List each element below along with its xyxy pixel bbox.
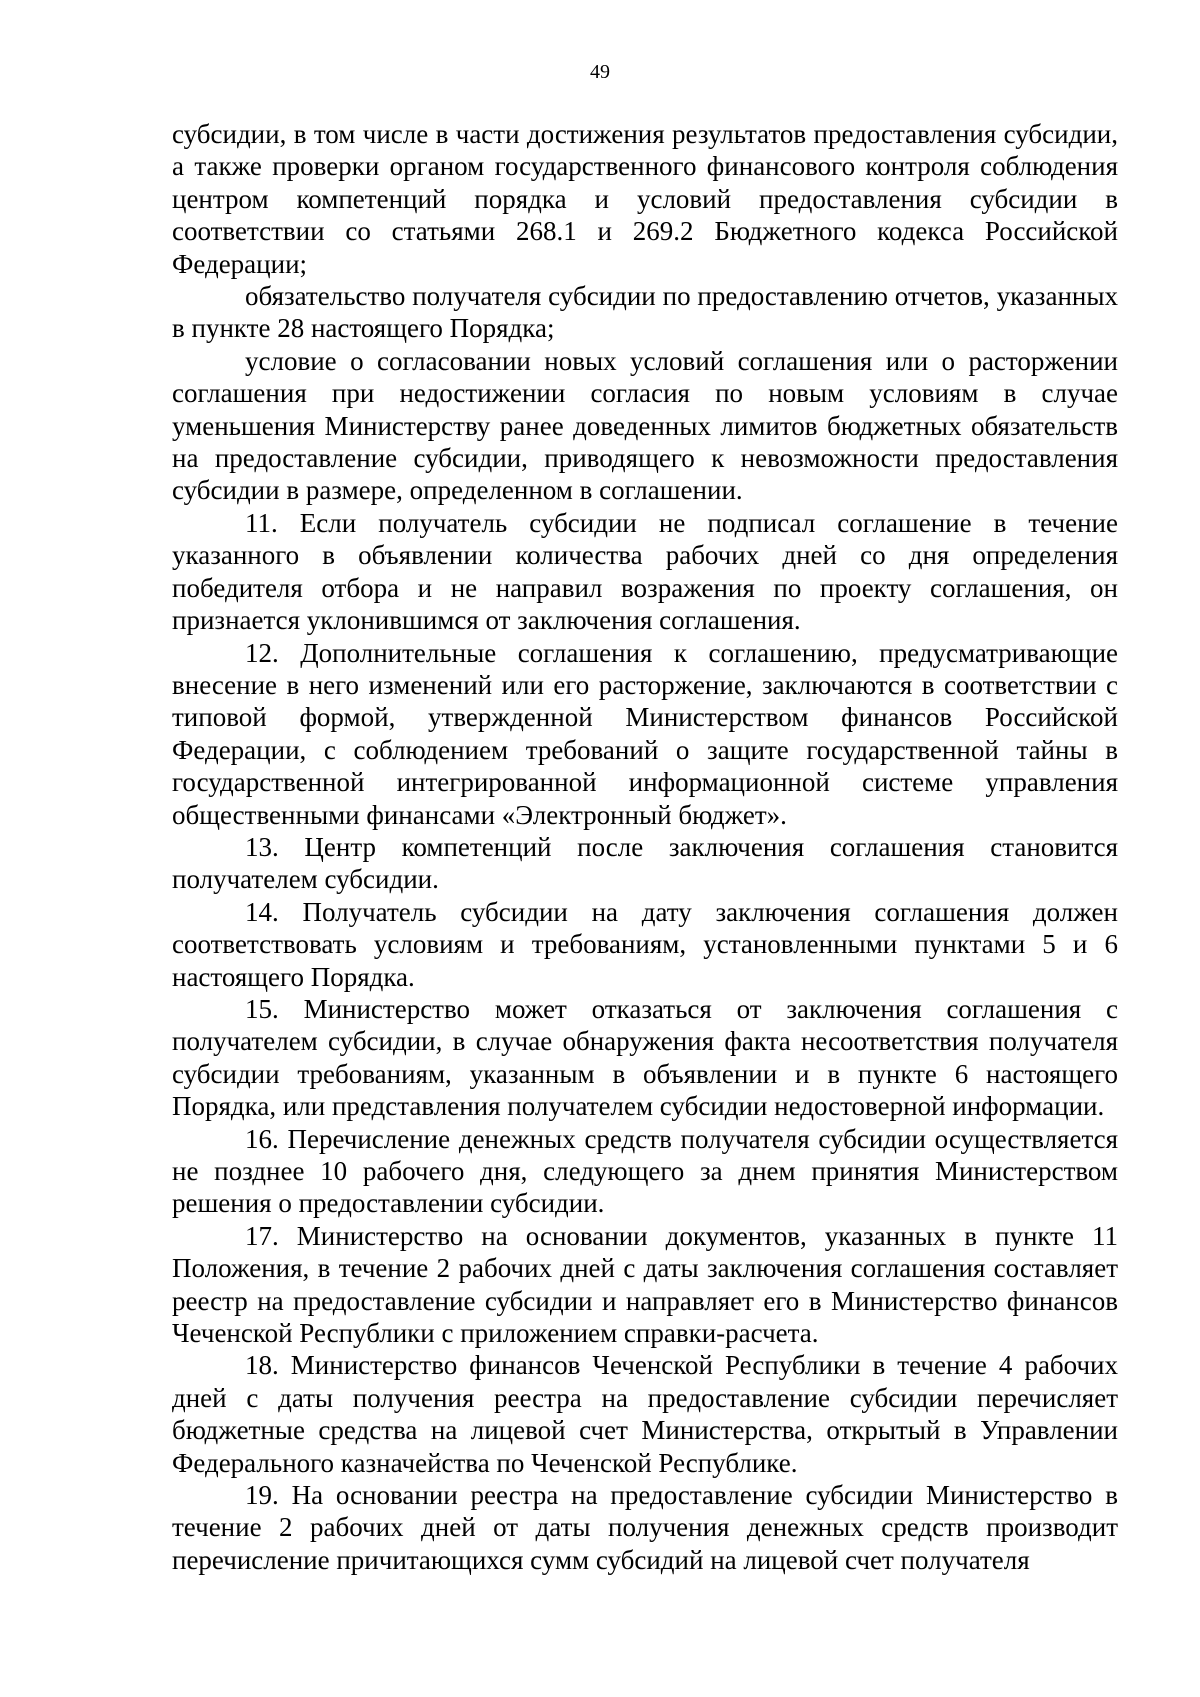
paragraph-13: 13. Центр компетенций после заключения соглашения становится получателем субсидии. xyxy=(172,831,1118,895)
paragraph-18: 18. Министерство финансов Чеченской Республики в течение 4 рабочих дней с даты получения реестра на предоставление субсидии перечисляет бюджетные средства на лицевой счет Министерства, открытый в Управлении Федерального казначейства по Чеченской Республике. xyxy=(172,1350,1118,1478)
paragraph-12: 12. Дополнительные соглашения к соглашению, предусматривающие внесение в него изменений или его расторжение, заключаются в соответствии с типовой формой, утвержденной Министерством финансов Российской Федерации, с соблюдением требований о защите государственной тайны в государственной интегрированной информационной системе управления общественными финансами «Электронный бюджет». xyxy=(172,637,1118,830)
page-number: 49 xyxy=(590,61,610,83)
paragraph-new-terms-condition: условие о согласовании новых условий соглашения или о расторжении соглашения при недостижении согласия по новым условиям в случае уменьшения Министерству ранее доведенных лимитов бюджетных обязательств на предоставление субсидии, приводящего к невозможности предоставления субсидии в размере, определенном в соглашении. xyxy=(172,345,1118,506)
paragraph-15: 15. Министерство может отказаться от заключения соглашения с получателем субсидии, в случае обнаружения факта несоответствия получателя субсидии требованиям, указанным в объявлении и в пункте 6 настоящего Порядка, или представления получателем субсидии недостоверной информации. xyxy=(172,993,1118,1122)
document-body xyxy=(172,118,1118,1576)
paragraph-continued: субсидии, в том числе в части достижения результатов предоставления субсидии, а также проверки органом государственного финансового контроля соблюдения центром компетенций порядка и условий предоставления субсидии в соответствии со статьями 268.1 и 269.2 Бюджетного кодекса Российской Федерации; xyxy=(172,119,1118,279)
paragraph-14: 14. Получатель субсидии на дату заключения соглашения должен соответствовать условиям и требованиям, установленными пунктами 5 и 6 настоящего Порядка. xyxy=(172,896,1118,992)
paragraph-11: 11. Если получатель субсидии не подписал соглашение в течение указанного в объявлении количества рабочих дней со дня определения победителя отбора и не направил возражения по проекту соглашения, он признается уклонившимся от заключения соглашения. xyxy=(172,507,1118,636)
paragraph-16: 16. Перечисление денежных средств получателя субсидии осуществляется не позднее 10 рабочего дня, следующего за днем принятия Министерством решения о предоставлении субсидии. xyxy=(172,1123,1118,1219)
paragraph-19: 19. На основании реестра на предоставление субсидии Министерство в течение 2 рабочих дней от даты получения денежных средств производит перечисление причитающихся сумм субсидий на лицевой счет получателя xyxy=(172,1480,1118,1575)
paragraph-17: 17. Министерство на основании документов, указанных в пункте 11 Положения, в течение 2 рабочих дней с даты заключения соглашения составляет реестр на предоставление субсидии и направляет его в Министерство финансов Чеченской Республики с приложением справки-расчета. xyxy=(172,1220,1118,1349)
paragraph-reporting-obligation: обязательство получателя субсидии по предоставлению отчетов, указанных в пункте 28 настоящего Порядка; xyxy=(172,281,1118,344)
